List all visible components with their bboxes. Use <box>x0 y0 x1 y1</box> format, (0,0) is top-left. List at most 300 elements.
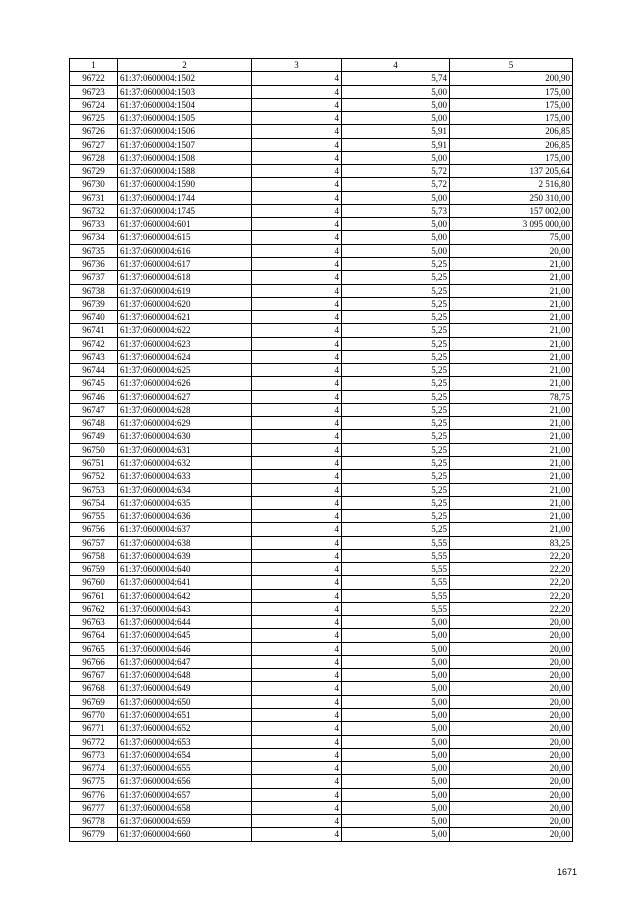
table-cell-col2: 61:37:0600004:1504 <box>118 98 252 111</box>
column-header-1: 1 <box>70 59 118 72</box>
table-cell-col3: 4 <box>252 112 342 125</box>
table-cell-col4: 5,25 <box>342 350 450 363</box>
table-cell-col2: 61:37:0600004:654 <box>118 748 252 761</box>
table-cell-col1: 96725 <box>70 112 118 125</box>
table-row <box>70 669 573 682</box>
table-cell-col3: 4 <box>252 403 342 416</box>
table-cell-col2: 61:37:0600004:648 <box>118 669 252 682</box>
table-cell-col1: 96756 <box>70 523 118 536</box>
table-cell-col4: 5,73 <box>342 204 450 217</box>
table-cell-col1: 96779 <box>70 828 118 841</box>
table-row <box>70 629 573 642</box>
table-cell-col1: 96775 <box>70 775 118 788</box>
table-cell-col5: 21,00 <box>450 523 573 536</box>
table-cell-col2: 61:37:0600004:623 <box>118 337 252 350</box>
table-cell-col1: 96743 <box>70 350 118 363</box>
column-header-3: 3 <box>252 59 342 72</box>
table-cell-col1: 96747 <box>70 403 118 416</box>
table-cell-col3: 4 <box>252 616 342 629</box>
table-cell-col5: 20,00 <box>450 695 573 708</box>
table-cell-col5: 175,00 <box>450 151 573 164</box>
table-cell-col4: 5,25 <box>342 364 450 377</box>
table-cell-col5: 20,00 <box>450 775 573 788</box>
table-cell-col2: 61:37:0600004:1505 <box>118 112 252 125</box>
data-table <box>69 58 573 842</box>
table-cell-col5: 21,00 <box>450 350 573 363</box>
table-row <box>70 85 573 98</box>
table-cell-col4: 5,55 <box>342 549 450 562</box>
table-cell-col5: 22,20 <box>450 602 573 615</box>
table-cell-col4: 5,00 <box>342 695 450 708</box>
table-row <box>70 112 573 125</box>
table-cell-col5: 2 516,80 <box>450 178 573 191</box>
table-row <box>70 257 573 270</box>
table-row <box>70 682 573 695</box>
table-cell-col1: 96772 <box>70 735 118 748</box>
table-row <box>70 642 573 655</box>
table-cell-col2: 61:37:0600004:655 <box>118 762 252 775</box>
table-row <box>70 549 573 562</box>
table-cell-col1: 96751 <box>70 456 118 469</box>
table-cell-col2: 61:37:0600004:652 <box>118 722 252 735</box>
table-cell-col4: 5,25 <box>342 456 450 469</box>
table-cell-col3: 4 <box>252 788 342 801</box>
table-cell-col1: 96737 <box>70 271 118 284</box>
table-cell-col5: 21,00 <box>450 443 573 456</box>
table-cell-col1: 96746 <box>70 390 118 403</box>
table-cell-col5: 21,00 <box>450 470 573 483</box>
table-cell-col5: 20,00 <box>450 682 573 695</box>
table-cell-col3: 4 <box>252 138 342 151</box>
table-cell-col2: 61:37:0600004:1745 <box>118 204 252 217</box>
table-cell-col5: 21,00 <box>450 311 573 324</box>
table-row <box>70 191 573 204</box>
table-cell-col4: 5,00 <box>342 642 450 655</box>
table-row <box>70 204 573 217</box>
table-cell-col4: 5,25 <box>342 510 450 523</box>
table-row <box>70 271 573 284</box>
table-cell-col2: 61:37:0600004:629 <box>118 417 252 430</box>
table-cell-col1: 96767 <box>70 669 118 682</box>
table-row <box>70 284 573 297</box>
table-cell-col2: 61:37:0600004:1744 <box>118 191 252 204</box>
table-cell-col2: 61:37:0600004:639 <box>118 549 252 562</box>
table-cell-col4: 5,00 <box>342 735 450 748</box>
table-cell-col2: 61:37:0600004:638 <box>118 536 252 549</box>
table-cell-col5: 175,00 <box>450 85 573 98</box>
table-row <box>70 311 573 324</box>
table-cell-col5: 20,00 <box>450 616 573 629</box>
table-cell-col2: 61:37:0600004:636 <box>118 510 252 523</box>
table-row <box>70 178 573 191</box>
table-cell-col5: 20,00 <box>450 762 573 775</box>
table-row <box>70 324 573 337</box>
table-cell-col1: 96738 <box>70 284 118 297</box>
table-cell-col3: 4 <box>252 284 342 297</box>
table-cell-col2: 61:37:0600004:660 <box>118 828 252 841</box>
table-cell-col2: 61:37:0600004:625 <box>118 364 252 377</box>
table-cell-col3: 4 <box>252 483 342 496</box>
table-row <box>70 788 573 801</box>
table-cell-col4: 5,00 <box>342 801 450 814</box>
table-cell-col5: 75,00 <box>450 231 573 244</box>
table-cell-col4: 5,25 <box>342 496 450 509</box>
table-cell-col1: 96722 <box>70 72 118 85</box>
table-cell-col5: 22,20 <box>450 549 573 562</box>
table-cell-col5: 20,00 <box>450 669 573 682</box>
table-cell-col1: 96730 <box>70 178 118 191</box>
table-cell-col5: 20,00 <box>450 709 573 722</box>
table-cell-col3: 4 <box>252 523 342 536</box>
table-cell-col3: 4 <box>252 722 342 735</box>
table-row <box>70 403 573 416</box>
table-cell-col3: 4 <box>252 151 342 164</box>
table-cell-col2: 61:37:0600004:642 <box>118 589 252 602</box>
table-cell-col2: 61:37:0600004:630 <box>118 430 252 443</box>
table-cell-col4: 5,55 <box>342 536 450 549</box>
table-cell-col5: 21,00 <box>450 403 573 416</box>
table-row <box>70 244 573 257</box>
table-cell-col3: 4 <box>252 443 342 456</box>
table-cell-col4: 5,00 <box>342 629 450 642</box>
table-cell-col1: 96731 <box>70 191 118 204</box>
table-cell-col1: 96728 <box>70 151 118 164</box>
table-cell-col5: 20,00 <box>450 629 573 642</box>
table-cell-col4: 5,00 <box>342 762 450 775</box>
table-cell-col1: 96745 <box>70 377 118 390</box>
table-cell-col5: 21,00 <box>450 257 573 270</box>
table-cell-col3: 4 <box>252 682 342 695</box>
table-cell-col3: 4 <box>252 417 342 430</box>
table-row <box>70 297 573 310</box>
table-cell-col3: 4 <box>252 337 342 350</box>
table-cell-col5: 21,00 <box>450 483 573 496</box>
table-cell-col4: 5,00 <box>342 231 450 244</box>
table-cell-col3: 4 <box>252 257 342 270</box>
table-row <box>70 483 573 496</box>
table-cell-col4: 5,00 <box>342 815 450 828</box>
table-cell-col5: 21,00 <box>450 297 573 310</box>
table-cell-col1: 96771 <box>70 722 118 735</box>
table-cell-col1: 96744 <box>70 364 118 377</box>
table-cell-col5: 21,00 <box>450 510 573 523</box>
table-cell-col4: 5,25 <box>342 483 450 496</box>
table-cell-col3: 4 <box>252 815 342 828</box>
table-cell-col4: 5,00 <box>342 748 450 761</box>
table-cell-col4: 5,55 <box>342 576 450 589</box>
table-row <box>70 828 573 841</box>
table-cell-col4: 5,00 <box>342 85 450 98</box>
table-cell-col1: 96768 <box>70 682 118 695</box>
table-cell-col3: 4 <box>252 735 342 748</box>
table-cell-col3: 4 <box>252 204 342 217</box>
table-cell-col1: 96726 <box>70 125 118 138</box>
table-cell-col2: 61:37:0600004:620 <box>118 297 252 310</box>
table-cell-col4: 5,25 <box>342 311 450 324</box>
table-cell-col4: 5,91 <box>342 138 450 151</box>
table-row <box>70 735 573 748</box>
table-cell-col5: 21,00 <box>450 417 573 430</box>
table-cell-col2: 61:37:0600004:1506 <box>118 125 252 138</box>
table-cell-col3: 4 <box>252 271 342 284</box>
table-cell-col3: 4 <box>252 828 342 841</box>
table-cell-col3: 4 <box>252 589 342 602</box>
table-cell-col1: 96762 <box>70 602 118 615</box>
table-row <box>70 762 573 775</box>
table-cell-col2: 61:37:0600004:1503 <box>118 85 252 98</box>
table-body <box>70 72 573 841</box>
table-cell-col4: 5,25 <box>342 417 450 430</box>
table-row <box>70 775 573 788</box>
table-cell-col1: 96776 <box>70 788 118 801</box>
table-row <box>70 125 573 138</box>
table-cell-col4: 5,25 <box>342 523 450 536</box>
table-cell-col1: 96764 <box>70 629 118 642</box>
table-row <box>70 563 573 576</box>
table-cell-col2: 61:37:0600004:649 <box>118 682 252 695</box>
table-cell-col3: 4 <box>252 165 342 178</box>
table-cell-col1: 96736 <box>70 257 118 270</box>
table-row <box>70 417 573 430</box>
table-cell-col3: 4 <box>252 775 342 788</box>
column-header-5: 5 <box>450 59 573 72</box>
table-cell-col4: 5,25 <box>342 430 450 443</box>
table-cell-col3: 4 <box>252 801 342 814</box>
table-cell-col2: 61:37:0600004:646 <box>118 642 252 655</box>
table-cell-col3: 4 <box>252 178 342 191</box>
table-cell-col3: 4 <box>252 244 342 257</box>
table-cell-col2: 61:37:0600004:647 <box>118 655 252 668</box>
table-cell-col4: 5,00 <box>342 98 450 111</box>
table-cell-col5: 20,00 <box>450 722 573 735</box>
table-cell-col5: 22,20 <box>450 563 573 576</box>
table-cell-col3: 4 <box>252 709 342 722</box>
table-cell-col5: 21,00 <box>450 337 573 350</box>
table-cell-col5: 21,00 <box>450 284 573 297</box>
table-cell-col2: 61:37:0600004:601 <box>118 218 252 231</box>
table-cell-col1: 96724 <box>70 98 118 111</box>
table-cell-col3: 4 <box>252 350 342 363</box>
table-row <box>70 536 573 549</box>
table-row <box>70 496 573 509</box>
table-row <box>70 98 573 111</box>
table-cell-col5: 20,00 <box>450 735 573 748</box>
table-cell-col3: 4 <box>252 470 342 483</box>
table-cell-col3: 4 <box>252 655 342 668</box>
table-cell-col1: 96740 <box>70 311 118 324</box>
table-cell-col3: 4 <box>252 85 342 98</box>
table-cell-col2: 61:37:0600004:658 <box>118 801 252 814</box>
table-cell-col5: 3 095 000,00 <box>450 218 573 231</box>
table-cell-col2: 61:37:0600004:633 <box>118 470 252 483</box>
table-row <box>70 523 573 536</box>
table-cell-col1: 96769 <box>70 695 118 708</box>
table-cell-col4: 5,00 <box>342 669 450 682</box>
table-cell-col2: 61:37:0600004:1507 <box>118 138 252 151</box>
table-cell-col3: 4 <box>252 748 342 761</box>
table-cell-col1: 96752 <box>70 470 118 483</box>
table-cell-col2: 61:37:0600004:1502 <box>118 72 252 85</box>
table-cell-col2: 61:37:0600004:1590 <box>118 178 252 191</box>
table-cell-col2: 61:37:0600004:628 <box>118 403 252 416</box>
table-cell-col4: 5,00 <box>342 828 450 841</box>
table-row <box>70 430 573 443</box>
table-cell-col5: 20,00 <box>450 828 573 841</box>
table-row <box>70 456 573 469</box>
table-cell-col1: 96742 <box>70 337 118 350</box>
table-cell-col3: 4 <box>252 191 342 204</box>
column-header-2: 2 <box>118 59 252 72</box>
table-cell-col5: 20,00 <box>450 244 573 257</box>
table-cell-col5: 20,00 <box>450 788 573 801</box>
table-cell-col4: 5,00 <box>342 709 450 722</box>
table-row <box>70 470 573 483</box>
table-cell-col4: 5,91 <box>342 125 450 138</box>
table-cell-col1: 96774 <box>70 762 118 775</box>
table-cell-col3: 4 <box>252 297 342 310</box>
table-row <box>70 390 573 403</box>
table-row <box>70 337 573 350</box>
table-cell-col1: 96732 <box>70 204 118 217</box>
table-cell-col5: 21,00 <box>450 456 573 469</box>
table-cell-col5: 20,00 <box>450 801 573 814</box>
table-cell-col1: 96723 <box>70 85 118 98</box>
table-row <box>70 576 573 589</box>
table-cell-col2: 61:37:0600004:616 <box>118 244 252 257</box>
table-cell-col4: 5,25 <box>342 403 450 416</box>
table-cell-col1: 96741 <box>70 324 118 337</box>
table-cell-col2: 61:37:0600004:634 <box>118 483 252 496</box>
table-cell-col5: 22,20 <box>450 576 573 589</box>
table-cell-col2: 61:37:0600004:635 <box>118 496 252 509</box>
table-cell-col4: 5,72 <box>342 165 450 178</box>
table-row <box>70 72 573 85</box>
table-cell-col2: 61:37:0600004:618 <box>118 271 252 284</box>
table-cell-col3: 4 <box>252 218 342 231</box>
table-cell-col3: 4 <box>252 390 342 403</box>
table-cell-col5: 200,90 <box>450 72 573 85</box>
table-cell-col5: 21,00 <box>450 271 573 284</box>
table-cell-col1: 96733 <box>70 218 118 231</box>
table-cell-col5: 78,75 <box>450 390 573 403</box>
table-row <box>70 231 573 244</box>
table-cell-col3: 4 <box>252 311 342 324</box>
table-cell-col2: 61:37:0600004:621 <box>118 311 252 324</box>
table-cell-col3: 4 <box>252 629 342 642</box>
table-cell-col2: 61:37:0600004:651 <box>118 709 252 722</box>
table-cell-col1: 96763 <box>70 616 118 629</box>
table-cell-col2: 61:37:0600004:632 <box>118 456 252 469</box>
table-cell-col5: 157 002,00 <box>450 204 573 217</box>
table-cell-col4: 5,72 <box>342 178 450 191</box>
table-cell-col4: 5,00 <box>342 682 450 695</box>
table-cell-col5: 21,00 <box>450 496 573 509</box>
table-cell-col1: 96760 <box>70 576 118 589</box>
table-row <box>70 165 573 178</box>
table-cell-col4: 5,55 <box>342 589 450 602</box>
table-cell-col1: 96749 <box>70 430 118 443</box>
table-cell-col2: 61:37:0600004:1588 <box>118 165 252 178</box>
column-header-4: 4 <box>342 59 450 72</box>
table-cell-col2: 61:37:0600004:641 <box>118 576 252 589</box>
table-cell-col2: 61:37:0600004:657 <box>118 788 252 801</box>
table-cell-col2: 61:37:0600004:617 <box>118 257 252 270</box>
table-cell-col1: 96761 <box>70 589 118 602</box>
table-cell-col3: 4 <box>252 602 342 615</box>
table-cell-col5: 21,00 <box>450 324 573 337</box>
table-row <box>70 510 573 523</box>
table-cell-col1: 96778 <box>70 815 118 828</box>
table-cell-col4: 5,55 <box>342 563 450 576</box>
table-cell-col2: 61:37:0600004:627 <box>118 390 252 403</box>
table-cell-col1: 96765 <box>70 642 118 655</box>
header-row <box>70 59 573 72</box>
table-cell-col3: 4 <box>252 510 342 523</box>
table-cell-col5: 206,85 <box>450 125 573 138</box>
table-cell-col1: 96777 <box>70 801 118 814</box>
table-cell-col4: 5,74 <box>342 72 450 85</box>
table-cell-col3: 4 <box>252 377 342 390</box>
table-cell-col4: 5,25 <box>342 470 450 483</box>
table-cell-col4: 5,00 <box>342 655 450 668</box>
table-cell-col3: 4 <box>252 98 342 111</box>
table-cell-col5: 20,00 <box>450 748 573 761</box>
table-cell-col4: 5,25 <box>342 297 450 310</box>
table-cell-col1: 96755 <box>70 510 118 523</box>
table-cell-col3: 4 <box>252 669 342 682</box>
table-cell-col5: 20,00 <box>450 642 573 655</box>
table-cell-col4: 5,00 <box>342 112 450 125</box>
table-cell-col1: 96729 <box>70 165 118 178</box>
table-cell-col1: 96770 <box>70 709 118 722</box>
table-cell-col1: 96735 <box>70 244 118 257</box>
table-row <box>70 350 573 363</box>
table-cell-col2: 61:37:0600004:624 <box>118 350 252 363</box>
table-row <box>70 138 573 151</box>
table-cell-col2: 61:37:0600004:653 <box>118 735 252 748</box>
table-cell-col4: 5,25 <box>342 284 450 297</box>
table-cell-col1: 96773 <box>70 748 118 761</box>
table-cell-col1: 96748 <box>70 417 118 430</box>
table-cell-col5: 20,00 <box>450 815 573 828</box>
table-cell-col2: 61:37:0600004:640 <box>118 563 252 576</box>
table-cell-col5: 21,00 <box>450 430 573 443</box>
table-cell-col1: 96758 <box>70 549 118 562</box>
table-row <box>70 589 573 602</box>
table-row <box>70 151 573 164</box>
table-row <box>70 364 573 377</box>
table-cell-col3: 4 <box>252 549 342 562</box>
table-cell-col3: 4 <box>252 762 342 775</box>
table-cell-col5: 21,00 <box>450 377 573 390</box>
page-number: 1671 <box>557 867 578 877</box>
table-cell-col3: 4 <box>252 536 342 549</box>
table-cell-col2: 61:37:0600004:631 <box>118 443 252 456</box>
table-cell-col5: 21,00 <box>450 364 573 377</box>
table-cell-col5: 83,25 <box>450 536 573 549</box>
table-cell-col4: 5,00 <box>342 616 450 629</box>
table-cell-col1: 96750 <box>70 443 118 456</box>
table-cell-col2: 61:37:0600004:643 <box>118 602 252 615</box>
table-cell-col4: 5,00 <box>342 191 450 204</box>
table-row <box>70 443 573 456</box>
table-cell-col3: 4 <box>252 72 342 85</box>
table-cell-col5: 175,00 <box>450 98 573 111</box>
table-row <box>70 801 573 814</box>
table-cell-col1: 96754 <box>70 496 118 509</box>
table-cell-col4: 5,00 <box>342 775 450 788</box>
table-cell-col2: 61:37:0600004:644 <box>118 616 252 629</box>
